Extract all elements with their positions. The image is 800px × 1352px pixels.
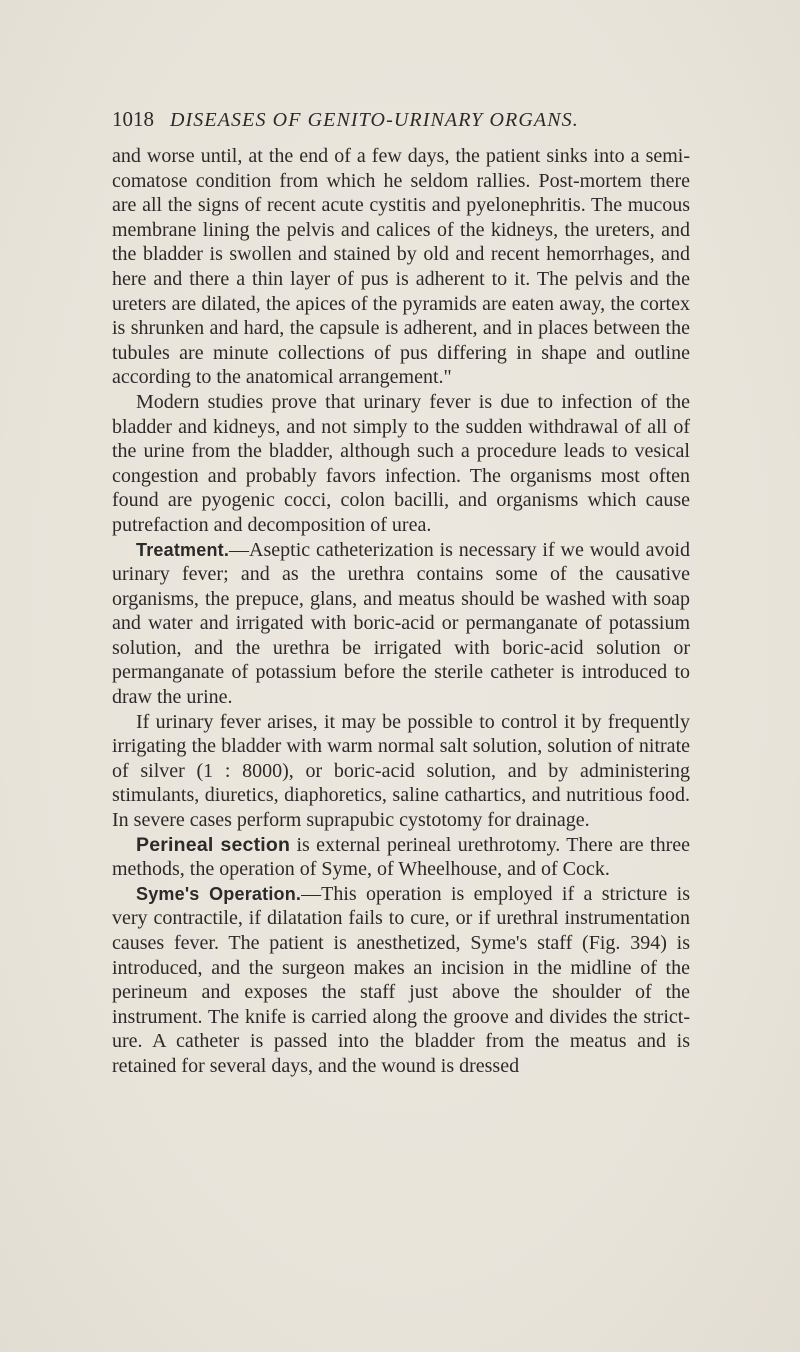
- section-heading-perineal-section: Perineal section: [136, 833, 291, 856]
- body-text: [112, 144, 690, 1079]
- paragraph-text: is external perineal urethrotomy. There are three methods, the operation of Syme, of Wheelhouse, and of Cock.: [112, 833, 690, 881]
- running-title: DISEASES OF GENITO-URINARY ORGANS.: [170, 109, 579, 131]
- paragraph-continuation: [112, 144, 690, 390]
- running-header: [112, 106, 712, 132]
- paragraph-text: If urinary fever arises, it may be possible to control it by frequently irrigating the bladder with warm normal salt solution, solution of nitrate of silver (1 : 8000), or boric-acid solution, and by administering stimulants, diuretics, diaphoretics, saline cathartics, and nutritious food. In severe cases perform suprapubic cystotomy for drainage.: [112, 710, 690, 832]
- section-heading-treatment: Treatment.: [136, 539, 230, 560]
- paragraph-treatment: [112, 538, 690, 710]
- paragraph-modern-studies: [112, 390, 690, 538]
- paragraph-urinary-fever: [112, 710, 690, 833]
- paragraph-perineal-section: [112, 833, 690, 882]
- section-heading-symes-operation: Syme's Operation.: [136, 883, 302, 904]
- paragraph-text: and worse until, at the end of a few days, the patient sinks into a semi-comatose condition from which he seldom rallies. Post-mortem there are all the signs of recent acute cystitis and pyelonephritis. The mucous membrane lining the pelvis and calices of the kidneys, the ureters, and the bladder is swollen and stained by old and recent hemorrhages, and here and there a thin layer of pus is adherent to it. The pelvis and the ureters are dilated, the apices of the pyramids are eaten away, the cortex is shrunken and hard, the capsule is adherent, and in places between the tubules are minute collections of pus differing in shape and outline according to the anatomical arrangement.": [112, 145, 690, 389]
- paragraph-text: —Aseptic catheterization is necessary if we would avoid urinary fever; and as the urethra contains some of the causative organisms, the prepuce, glans, and meatus should be washed with soap and water and irrigated with boric-acid or permanganate of potassium solution, and the urethra be irrigated with boric-acid solution or permanganate of potassium before the sterile catheter is introduced to draw the urine.: [112, 538, 690, 709]
- paragraph-text: —This operation is employed if a stricture is very contractile, if dilatation fails to cure, or if urethral instrumentation causes fever. The patient is anesthetized, Syme's staff (Fig. 394) is introduced, and the surgeon makes an incision in the midline of the perineum and exposes the staff just above the shoulder of the instrument. The knife is carried along the groove and divides the stricture. A catheter is passed into the bladder from the meatus and is retained for several days, and the wound is dressed: [112, 882, 690, 1077]
- paragraph-symes-operation: [112, 882, 690, 1079]
- page-number: 1018: [112, 107, 154, 131]
- paragraph-text: Modern studies prove that urinary fever is due to infection of the bladder and kidneys, and not simply to the sudden withdrawal of all of the urine from the bladder, although such a procedure leads to vesical congestion and probably favors infection. The organisms most often found are pyogenic cocci, colon bacilli, and organisms which cause putrefaction and decomposition of urea.: [112, 390, 690, 536]
